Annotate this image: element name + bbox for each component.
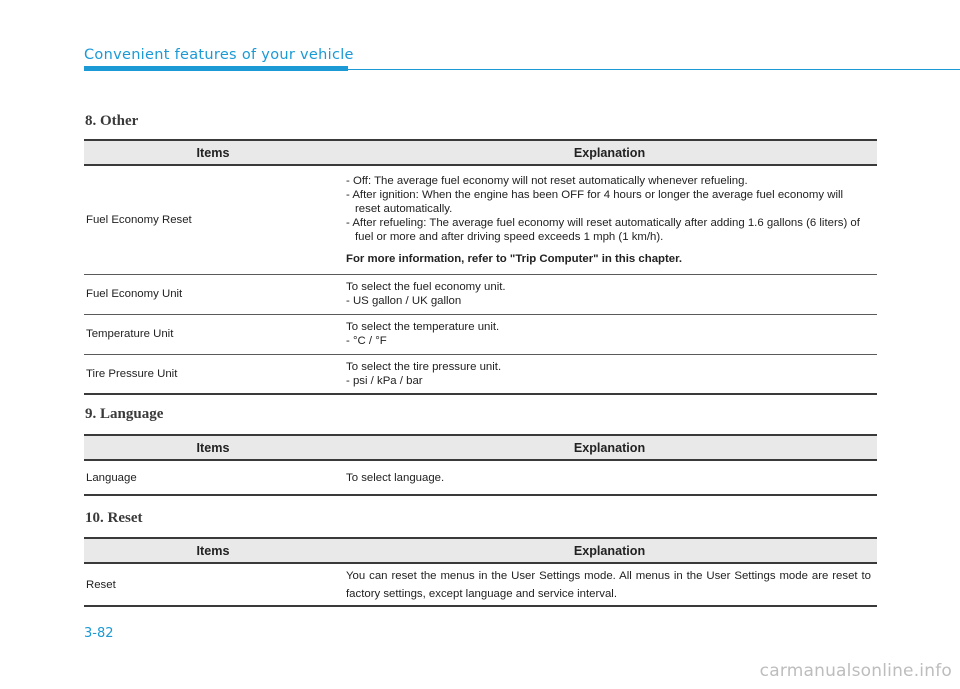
chapter-underline-accent: [84, 66, 348, 71]
column-header-explanation: Explanation: [342, 140, 877, 165]
table-header-row: [84, 140, 877, 165]
column-header-explanation: Explanation: [342, 538, 877, 563]
item-cell: Fuel Economy Unit: [84, 274, 342, 314]
table-row: [84, 563, 877, 606]
item-cell: Fuel Economy Reset: [84, 165, 342, 274]
explanation-line: - °C / °F: [346, 335, 387, 347]
item-cell: Reset: [84, 563, 342, 606]
section-title-reset: 10. Reset: [85, 510, 143, 526]
reference-note: For more information, refer to "Trip Computer" in this chapter.: [346, 252, 683, 265]
item-cell: Language: [84, 460, 342, 495]
chapter-underline-rule: [348, 69, 960, 70]
reset-table: [84, 537, 877, 607]
column-header-items: Items: [84, 140, 342, 165]
explanation-line: To select the fuel economy unit.: [346, 281, 506, 293]
explanation-line: To select the temperature unit.: [346, 321, 500, 333]
explanation-line: - After ignition: When the engine has been OFF for 4 hours or longer the average fuel economy will reset automatically.: [346, 188, 844, 215]
explanation-cell: [342, 354, 877, 394]
language-table: [84, 434, 877, 496]
page-number: 3-82: [84, 626, 114, 641]
item-cell: Tire Pressure Unit: [84, 354, 342, 394]
explanation-cell: [342, 165, 877, 274]
section-title-language: 9. Language: [85, 406, 164, 422]
column-header-explanation: Explanation: [342, 435, 877, 460]
explanation-line: To select the tire pressure unit.: [346, 360, 502, 373]
item-cell: Temperature Unit: [84, 314, 342, 354]
chapter-title: Convenient features of your vehicle: [84, 47, 354, 63]
column-header-items: Items: [84, 435, 342, 460]
table-header-row: [84, 538, 877, 563]
explanation-line: - US gallon / UK gallon: [346, 295, 462, 307]
explanation-cell: [342, 314, 877, 354]
table-row: [84, 165, 877, 274]
explanation-text: You can reset the menus in the User Settings mode. All menus in the User Settings mode are reset to factory settings, except language and service interval.: [346, 569, 871, 600]
table-header-row: [84, 435, 877, 460]
explanation-line: - psi / kPa / bar: [346, 374, 423, 387]
table-row: [84, 460, 877, 495]
explanation-cell: [342, 274, 877, 314]
other-settings-table: [84, 139, 877, 395]
table-row: [84, 274, 877, 314]
table-row: [84, 314, 877, 354]
explanation-cell: To select language.: [342, 460, 877, 495]
section-title-other: 8. Other: [85, 113, 139, 129]
explanation-line: - Off: The average fuel economy will not reset automatically whenever refueling.: [346, 174, 748, 187]
explanation-cell: [342, 563, 877, 606]
column-header-items: Items: [84, 538, 342, 563]
table-row: [84, 354, 877, 394]
explanation-line: - After refueling: The average fuel economy will reset automatically after adding 1.6 gallons (6 liters) of fuel or more and after driving speed exceeds 1 mph (1 km/h).: [346, 216, 860, 243]
watermark: carmanualsonline.info: [759, 661, 952, 681]
chapter-header: [84, 46, 960, 72]
